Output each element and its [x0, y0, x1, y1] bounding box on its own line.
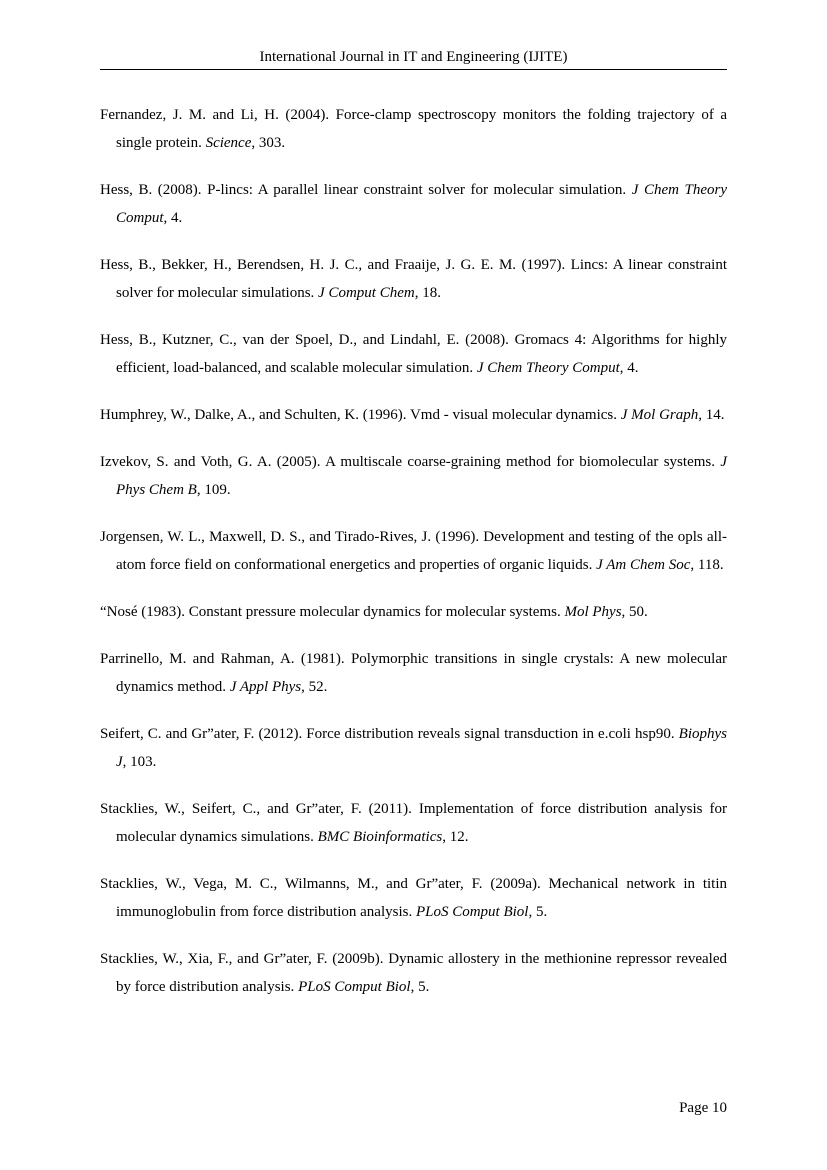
reference-item [100, 401, 727, 429]
running-header: International Journal in IT and Engineering (IJITE) [259, 49, 568, 65]
reference-item [100, 870, 727, 926]
reference-item [100, 945, 727, 1001]
reference-volume: , 5. [410, 979, 430, 995]
reference-journal: PLoS Comput Biol [298, 979, 411, 995]
reference-volume: , 4. [163, 210, 183, 226]
reference-item [100, 326, 727, 382]
reference-journal: Biophys J [116, 726, 727, 770]
reference-item [100, 448, 727, 504]
reference-journal: Science [205, 135, 252, 151]
reference-journal: J Appl Phys [229, 679, 302, 695]
reference-volume: , 14. [698, 407, 725, 423]
reference-volume: , 118. [690, 557, 724, 573]
reference-text: Parrinello, M. and Rahman, A. (1981). Polymorphic transitions in single crystals: A new molecular dynamics method. [100, 651, 727, 695]
reference-item [100, 795, 727, 851]
reference-text: Seifert, C. and Gr”ater, F. (2012). Force distribution reveals signal transduction in e.coli hsp90. [100, 726, 679, 742]
reference-journal: J Mol Graph [620, 407, 699, 423]
reference-text: Stacklies, W., Xia, F., and Gr”ater, F. (2009b). Dynamic allostery in the methionine repressor revealed by force distribution analysis. [100, 951, 727, 995]
reference-volume: , 18. [414, 285, 441, 301]
reference-volume: , 303. [251, 135, 286, 151]
reference-text: Stacklies, W., Seifert, C., and Gr”ater, F. (2011). Implementation of force distribution analysis for molecular dynamics simulations. [100, 801, 727, 845]
reference-item [100, 101, 727, 157]
reference-text: “Nosé (1983). Constant pressure molecular dynamics for molecular systems. [100, 604, 565, 620]
reference-item [100, 176, 727, 232]
reference-item [100, 645, 727, 701]
reference-volume: , 52. [301, 679, 328, 695]
reference-text: Hess, B., Kutzner, C., van der Spoel, D., and Lindahl, E. (2008). Gromacs 4: Algorithms for highly efficient, load-balanced, and scalable molecular simulation. [100, 332, 727, 376]
reference-volume: , 12. [442, 829, 469, 845]
reference-item [100, 598, 727, 626]
reference-volume: , 4. [619, 360, 639, 376]
reference-text: Stacklies, W., Vega, M. C., Wilmanns, M., and Gr”ater, F. (2009a). Mechanical network in titin immunoglobulin from force distribution analysis. [100, 876, 727, 920]
reference-list [100, 101, 727, 1020]
reference-text: Jorgensen, W. L., Maxwell, D. S., and Tirado-Rives, J. (1996). Development and testing of the opls all-atom force field on conformational energetics and properties of organic liquids. [100, 529, 727, 573]
reference-journal: J Phys Chem B [116, 454, 727, 498]
reference-text: Humphrey, W., Dalke, A., and Schulten, K. (1996). Vmd - visual molecular dynamics. [100, 407, 621, 423]
reference-journal: Mol Phys [564, 604, 622, 620]
reference-volume: , 103. [122, 754, 157, 770]
reference-item [100, 523, 727, 579]
reference-item [100, 720, 727, 776]
reference-journal: PLoS Comput Biol [415, 904, 529, 920]
reference-journal: J Am Chem Soc [596, 557, 691, 573]
reference-journal: J Chem Theory Comput [116, 182, 728, 226]
reference-text: Fernandez, J. M. and Li, H. (2004). Force-clamp spectroscopy monitors the folding trajectory of a single protein. [100, 107, 727, 151]
reference-text: Hess, B., Bekker, H., Berendsen, H. J. C., and Fraaije, J. G. E. M. (1997). Lincs: A linear constraint solver for molecular simulations. [100, 257, 727, 301]
reference-journal: J Comput Chem [318, 285, 415, 301]
reference-volume: , 50. [621, 604, 648, 620]
reference-text: Izvekov, S. and Voth, G. A. (2005). A multiscale coarse-graining method for biomolecular systems. [100, 454, 721, 470]
reference-volume: , 5. [528, 904, 548, 920]
reference-journal: BMC Bioinformatics [317, 829, 443, 845]
reference-journal: J Chem Theory Comput [476, 360, 620, 376]
reference-volume: , 109. [196, 482, 231, 498]
page-number: Page 10 [679, 1100, 727, 1116]
reference-text: Hess, B. (2008). P-lincs: A parallel linear constraint solver for molecular simulation. [100, 182, 632, 198]
header-rule [100, 69, 727, 70]
reference-item [100, 251, 727, 307]
